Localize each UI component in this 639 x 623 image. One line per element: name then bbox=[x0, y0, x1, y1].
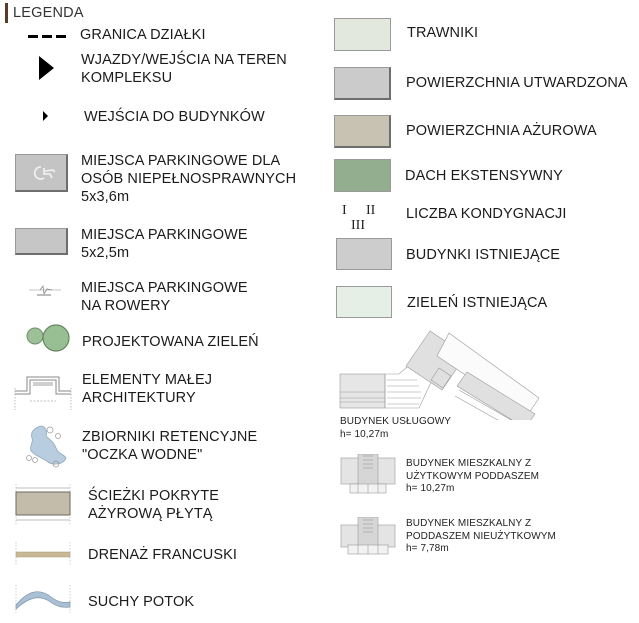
legend-label: OSÓB NIEPEŁNOSPRAWNYCH bbox=[81, 171, 297, 187]
parking-swatch bbox=[15, 228, 68, 255]
legend-label: DRENAŻ FRANCUSKI bbox=[88, 547, 238, 563]
disabled-parking-swatch bbox=[15, 154, 68, 192]
legend-label: "OCZKA WODNE" bbox=[82, 447, 203, 463]
legend-label: MIEJSCA PARKINGOWE DLA bbox=[81, 153, 281, 169]
extensive-roof-swatch bbox=[334, 159, 391, 192]
legend-label: MIEJSCA PARKINGOWE bbox=[81, 227, 248, 243]
legend-label: NA ROWERY bbox=[81, 298, 171, 314]
dry-stream-wave-icon bbox=[15, 585, 71, 613]
legend-label: MIEJSCA PARKINGOWE bbox=[81, 280, 248, 296]
service-building-plan-icon bbox=[339, 328, 539, 420]
building-entrance-arrow-icon bbox=[43, 111, 48, 121]
legend-label: TRAWNIKI bbox=[407, 25, 479, 41]
existing-greenery-swatch bbox=[336, 286, 392, 318]
legend-label: h= 10,27m bbox=[340, 428, 389, 440]
bike-rack-icon bbox=[28, 283, 62, 299]
residential-usable-attic-plan-icon bbox=[340, 454, 396, 494]
legend-label: BUDYNEK USŁUGOWY bbox=[340, 416, 452, 427]
small-architecture-icon bbox=[13, 374, 73, 410]
legend-label: SUCHY POTOK bbox=[88, 594, 195, 610]
legend-label: WJAZDY/WEJŚCIA NA TEREN bbox=[81, 52, 287, 68]
legend-label: POWIERZCHNIA AŻUROWA bbox=[406, 123, 597, 139]
legend-label: 5x2,5m bbox=[81, 245, 130, 261]
legend-label: GRANICA DZIAŁKI bbox=[80, 27, 206, 43]
legend-label: h= 10,27m bbox=[406, 483, 455, 494]
tree-circles-icon bbox=[25, 322, 75, 356]
legend-label: POWIERZCHNIA UTWARDZONA bbox=[406, 75, 628, 91]
legend-title: LEGENDA bbox=[13, 5, 84, 21]
legend-label: KOMPLEKSU bbox=[81, 70, 173, 86]
legend-label: UŻYTKOWYM PODDASZEM bbox=[406, 470, 540, 482]
lawns-swatch bbox=[334, 18, 391, 51]
legend-label: BUDYNEK MIESZKALNY Z bbox=[406, 518, 532, 529]
wheelchair-icon bbox=[15, 154, 68, 192]
pond-icon bbox=[24, 422, 70, 470]
legend-label: BUDYNKI ISTNIEJĄCE bbox=[406, 247, 561, 263]
legend-label: h= 7,78m bbox=[406, 543, 449, 554]
drain-strip-icon bbox=[15, 542, 71, 566]
openwork-surface-swatch bbox=[334, 115, 391, 148]
legend-label: ZBIORNIKI RETENCYJNE bbox=[82, 429, 258, 445]
legend-label: PODDASZEM NIEUŻYTKOWYM bbox=[406, 530, 556, 542]
existing-buildings-swatch bbox=[336, 238, 392, 270]
legend-label: WEJŚCIA DO BUDYNKÓW bbox=[84, 109, 265, 125]
legend-label: DACH EKSTENSYWNY bbox=[405, 168, 563, 184]
residential-unusable-attic-plan-icon bbox=[340, 517, 396, 555]
legend-label: BUDYNEK MIESZKALNY Z bbox=[406, 458, 532, 469]
legend-label: PROJEKTOWANA ZIELEŃ bbox=[82, 334, 259, 350]
legend-title-accent bbox=[5, 3, 8, 23]
hard-surface-swatch bbox=[334, 67, 391, 100]
legend-label: ZIELEŃ ISTNIEJĄCA bbox=[407, 295, 548, 311]
legend-label: LICZBA KONDYGNACJI bbox=[406, 206, 567, 222]
legend-label: 5x3,6m bbox=[81, 189, 130, 205]
legend-label: AŻYROWĄ PŁYTĄ bbox=[88, 506, 213, 522]
legend-label: ELEMENTY MAŁEJ bbox=[82, 372, 213, 388]
entrance-arrow-icon bbox=[39, 56, 54, 80]
legend-label: ARCHITEKTURY bbox=[82, 390, 196, 406]
paver-strip-icon bbox=[15, 484, 71, 526]
legend-label: ŚCIEŻKI POKRYTE bbox=[88, 488, 219, 504]
